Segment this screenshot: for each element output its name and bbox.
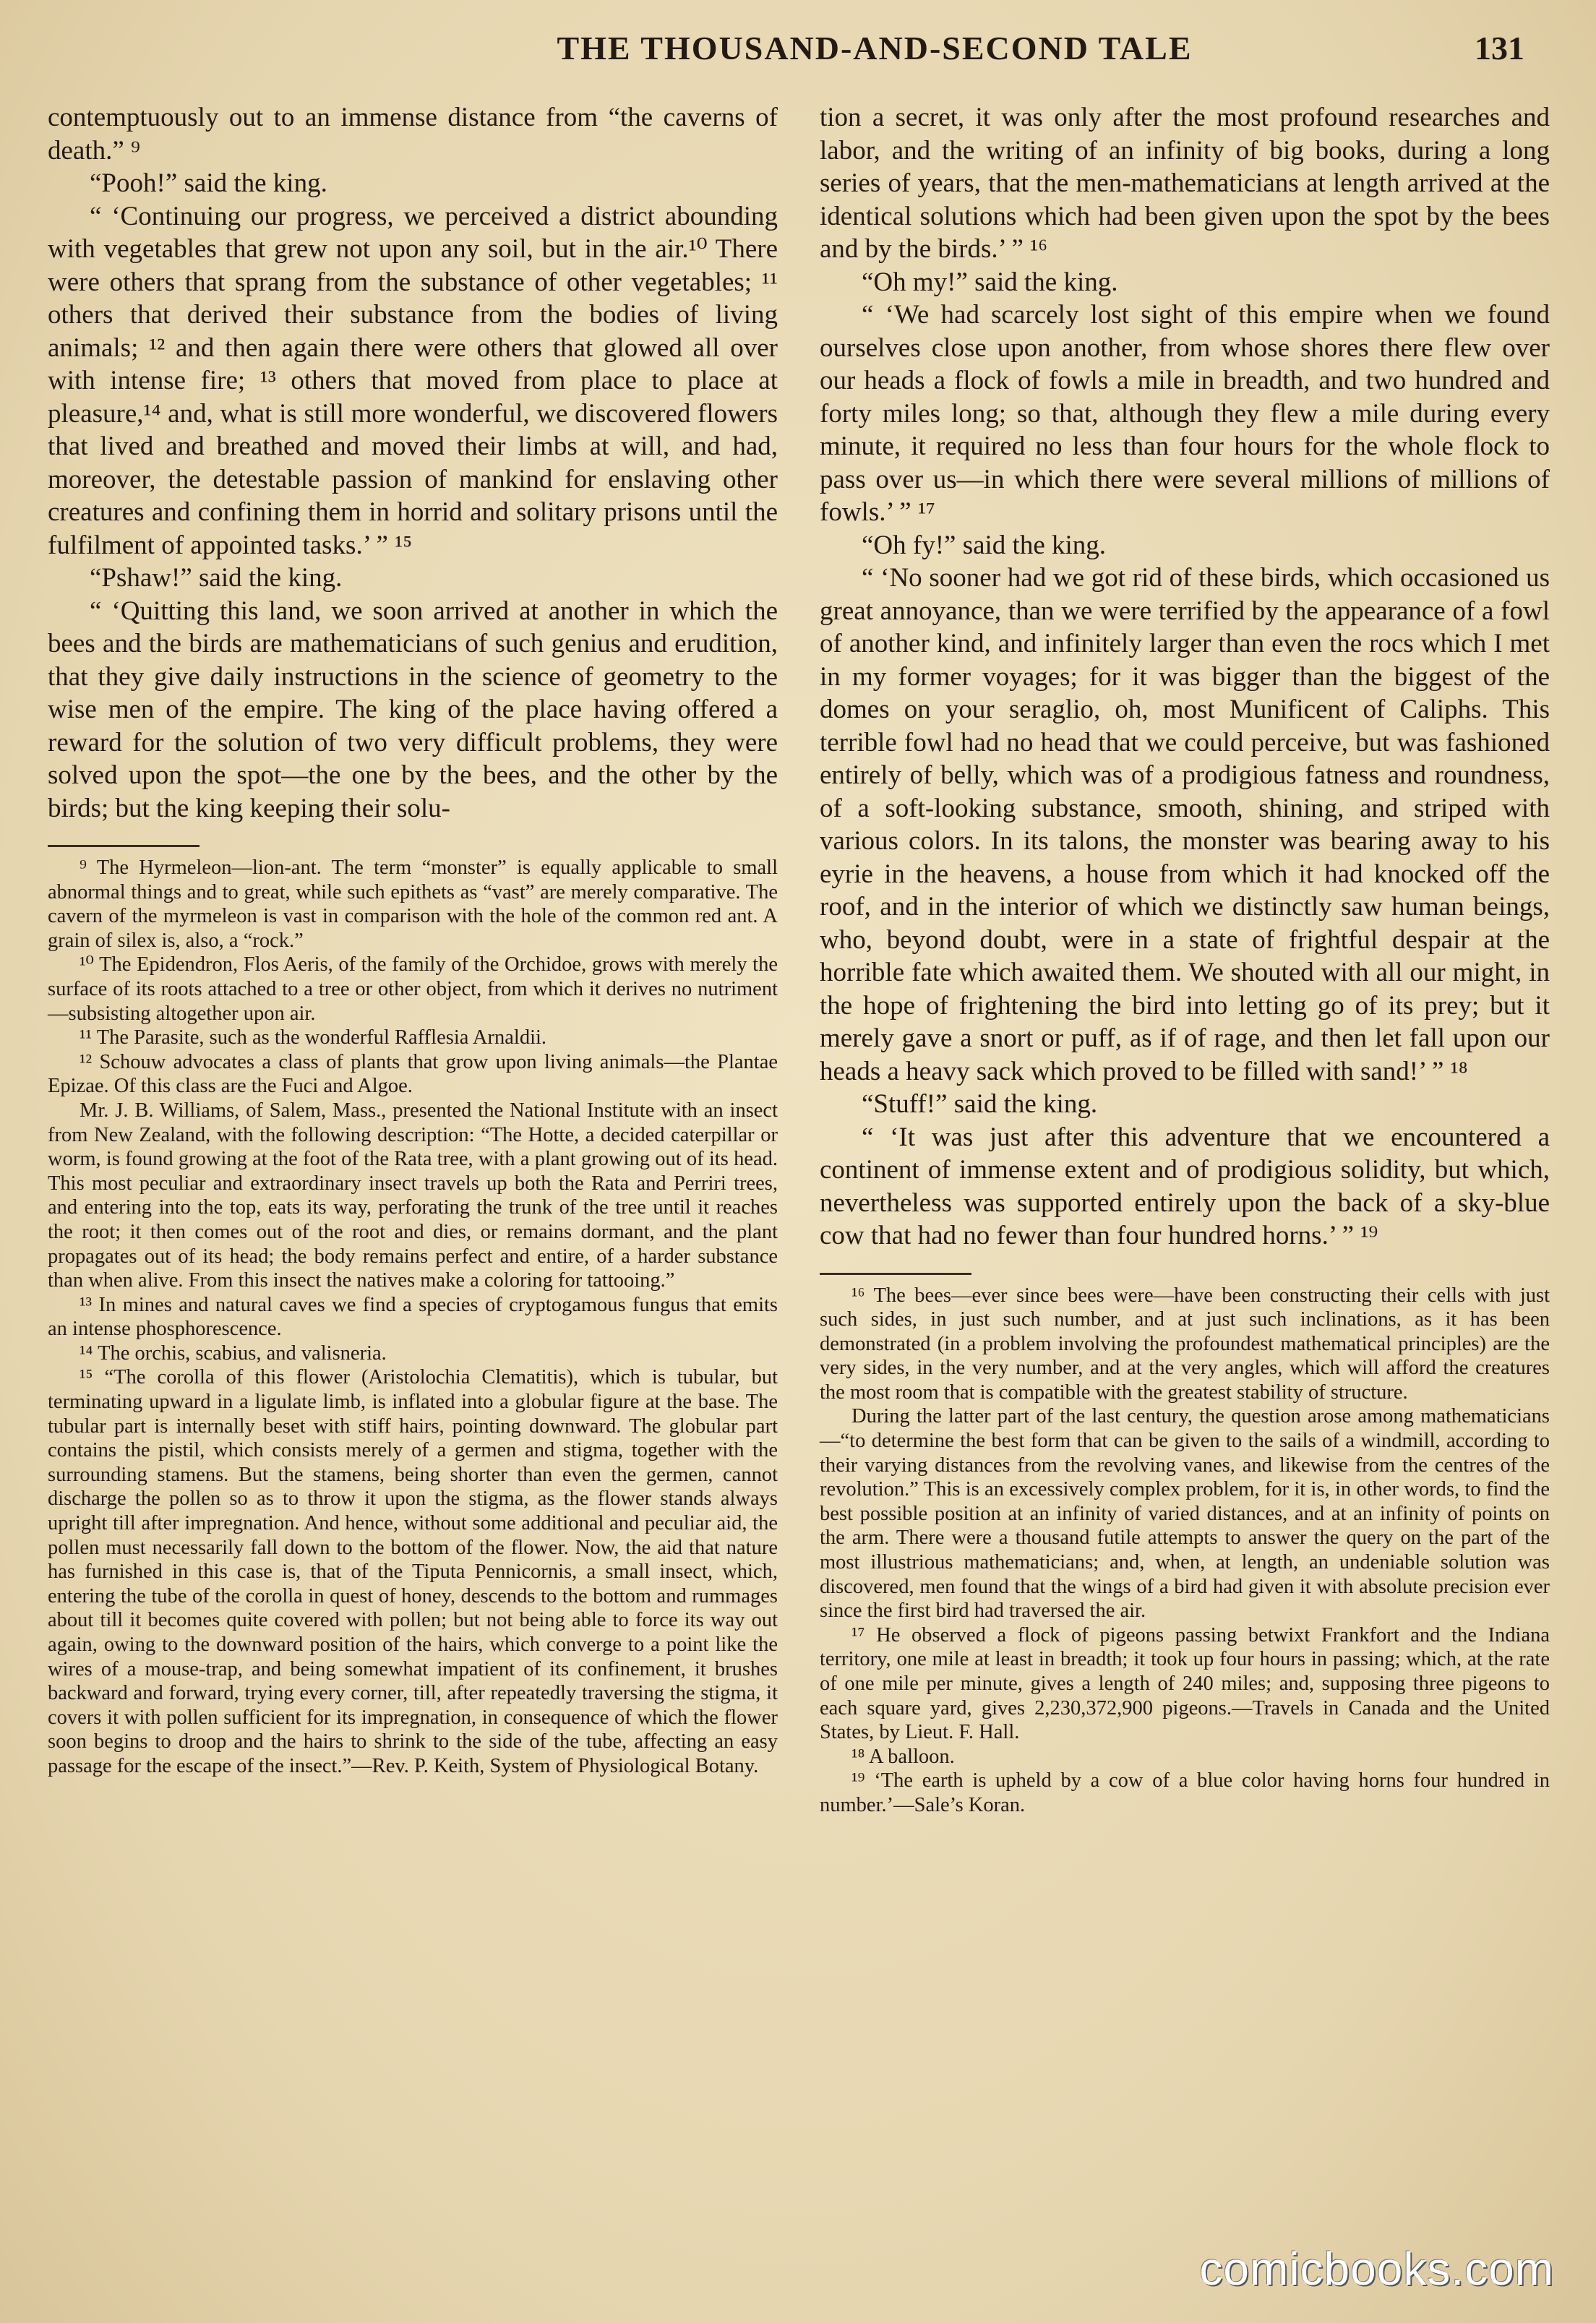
footnote: ¹² Schouw advocates a class of plants that grow upon living animals—the Plantae Epizae. Of this class are the Fuci and Algoe. [48, 1050, 778, 1098]
footnote: ¹⁴ The orchis, scabius, and valisneria. [80, 1341, 387, 1365]
footnote: Mr. J. B. Williams, of Salem, Mass., presented the National Institute with an insect from New Zealand, with the following description: “The Hotte, a decided caterpillar or worm, is found growing at the foot of the Rata tree, with a plant growing out of its head. This most peculiar and extraordinary insect travels up both the Rata and Perriri trees, and entering into the top, eats its way, perforating the trunk of the tree until it reaches the root; it then comes out of the root and dies, or remains dormant, and the plant propagates out of its head; the body remains perfect and entire, of a harder substance than when alive. From this insect the natives make a coloring for tattooing.” [48, 1099, 778, 1292]
footnote: ⁹ The Hyrmeleon—lion-ant. The term “monster” is equally applicable to small abnormal things and to great, while such epithets as “vast” are merely comparative. The cavern of the myrmeleon is vast in comparison with the hole of the common red ant. A grain of silex is, also, a “rock.” [48, 856, 778, 952]
site-watermark: comicbooks.com [1199, 2243, 1554, 2295]
right-footnotes [820, 1284, 1550, 1818]
paragraph: “ ‘Continuing our progress, we perceived a district abounding with vegetables that grew not upon any soil, but in the air.¹⁰ There were others that sprang from the substance of other vegetables; ¹¹ others that derived their substance from the bodies of living animals; ¹² and then again there were others that glowed all over with intense fire; ¹³ others that moved from place to place at pleasure,¹⁴ and, what is still more wonderful, we discovered flowers that lived and breathed and moved their limbs at will, and had, moreover, the detestable passion of mankind for enslaving other creatures and confining them in horrid and solitary prisons until the fulfilment of appointed tasks.’ ” ¹⁵ [48, 201, 778, 560]
paragraph: “Oh fy!” said the king. [862, 530, 1107, 560]
footnote: ¹¹ The Parasite, such as the wonderful Rafflesia Arnaldii. [80, 1026, 547, 1049]
paragraph: “ ‘No sooner had we got rid of these birds, which occasioned us great annoyance, than we were terrified by the appearance of a fowl of another kind, and infinitely larger than even the rocs which I met in my former voyages; for it was bigger than the biggest of the domes on your seraglio, oh, most Munificent of Caliphs. This terrible fowl had no head that we could perceive, but was fashioned entirely of belly, which was of a prodigious fatness and roundness, of a soft-looking substance, smooth, shining, and striped with various colors. In its talons, the monster was bearing away to his eyrie in the heavens, a house from which it had knocked off the roof, and in the interior of which we distinctly saw human beings, who, beyond doubt, were in a state of frightful despair at the horrible fate which awaited them. We shouted with all our might, in the hope of frightening the bird into letting go of its prey; but it merely gave a snort or puff, as if of rage, and then let fall upon our heads a heavy sack which proved to be filled with sand!’ ” ¹⁸ [820, 563, 1550, 1086]
paragraph: “Oh my!” said the king. [862, 267, 1118, 297]
footnote-divider [820, 1273, 971, 1275]
running-header: THE THOUSAND-AND-SECOND TALE [557, 30, 1193, 66]
left-footnotes [48, 856, 778, 1779]
left-column [48, 101, 778, 1779]
paragraph: “ ‘Quitting this land, we soon arrived at another in which the bees and the birds are mathematicians of such genius and erudition, that they give daily instructions in the science of geometry to the wise men of the empire. The king of the place having offered a reward for the solution of two very difficult problems, they were solved upon the spot—the one by the bees, and the other by the birds; but the king keeping their solu- [48, 596, 778, 823]
paragraph: contemptuously out to an immense distance from “the caverns of death.” ⁹ [48, 103, 778, 166]
footnote: ¹⁷ He observed a flock of pigeons passing betwixt Frankfort and the Indiana territory, one mile at least in breadth; it took up four hours in passing; which, at the rate of one mile per minute, gives a length of 240 miles; and, supposing three pigeons to each square yard, gives 2,230,372,900 pigeons.—Travels in Canada and the United States, by Lieut. F. Hall. [820, 1623, 1550, 1744]
paragraph: “Pooh!” said the king. [90, 168, 327, 198]
paragraph: “ ‘It was just after this adventure that we encountered a continent of immense extent and of prodigious solidity, but which, nevertheless was supported entirely upon the back of a sky-blue cow that had no fewer than four hundred horns.’ ” ¹⁹ [820, 1122, 1550, 1250]
footnote: During the latter part of the last century, the question arose among mathematicians—“to determine the best form that can be given to the sails of a windmill, according to their varying distances from the revolving vanes, and likewise from the centres of the revolution.” This is an excessively complex problem, for it is, in other words, to find the best possible position at an infinity of varied distances, and at an infinity of points on the arm. There were a thousand futile attempts to answer the query on the part of the most illustrious mathematicians; and, when, at length, an undeniable solution was discovered, men found that the wings of a bird had given it with absolute precision ever since the first bird had traversed the air. [820, 1405, 1550, 1623]
paragraph: tion a secret, it was only after the most profound researches and labor, and the writing of an infinity of big books, during a long series of years, that the men-mathematicians at length arrived at the identical solutions which had been given upon the spot by the bees and by the birds.’ ” ¹⁶ [820, 103, 1550, 264]
left-body-text [48, 101, 778, 825]
footnote-divider [48, 845, 200, 847]
paragraph: “Stuff!” said the king. [862, 1089, 1098, 1119]
footnote: ¹³ In mines and natural caves we find a species of cryptogamous fungus that emits an intense phosphorescence. [48, 1293, 778, 1341]
footnote: ¹⁸ A balloon. [851, 1745, 955, 1768]
right-column [820, 101, 1550, 1818]
footnote: ¹⁶ The bees—ever since bees were—have been constructing their cells with just such sides, in just such number, and at just such inclinations, as it has been demonstrated (in a problem involving the profoundest mathematical principles) are the very sides, in the very number, and at the very angles, which will afford the creatures the most room that is compatible with the greatest stability of structure. [820, 1284, 1550, 1404]
footnote: ¹⁹ ‘The earth is upheld by a cow of a blue color having horns four hundred in number.’—Sale’s Koran. [820, 1769, 1550, 1816]
paragraph: “ ‘We had scarcely lost sight of this empire when we found ourselves close upon another, from whose shores there flew over our heads a flock of fowls a mile in breadth, and two hundred and forty miles long; so that, although they flew a mile during every minute, it required no less than four hours for the whole flock to pass over us—in which there were several millions of millions of fowls.’ ” ¹⁷ [820, 300, 1550, 527]
page-number: 131 [1475, 30, 1524, 66]
paragraph: “Pshaw!” said the king. [90, 563, 343, 593]
footnote: ¹⁰ The Epidendron, Flos Aeris, of the family of the Orchidoe, grows with merely the surface of its roots attached to a tree or other object, from which it derives no nutriment—subsisting altogether upon air. [48, 953, 778, 1025]
right-body-text [820, 101, 1550, 1253]
footnote: ¹⁵ “The corolla of this flower (Aristolochia Clematitis), which is tubular, but terminating upward in a ligulate limb, is inflated into a globular figure at the base. The tubular part is internally beset with stiff hairs, pointing downward. The globular part contains the pistil, which consists merely of a germen and stigma, together with the surrounding stamens. But the stamens, being shorter than even the germen, cannot discharge the pollen so as to throw it upon the stigma, as the flower stands always upright till after impregnation. And hence, without some additional and peculiar aid, the pollen must necessarily fall down to the bottom of the flower. Now, the aid that nature has furnished in this case is, that of the Tiputa Pennicornis, a small insect, which, entering the tube of the corolla in quest of honey, descends to the bottom and rummages about till it becomes quite covered with pollen; but not being able to force its way out again, owing to the downward position of the hairs, which converge to a point like the wires of a mouse-trap, and being somewhat impatient of its confinement, it brushes backward and forward, trying every corner, till, after repeatedly traversing the stigma, it covers it with pollen sufficient for its impregnation, in consequence of which the flower soon begins to droop and the hairs to shrink to the side of the tube, affecting an easy passage for the escape of the insect.”—Rev. P. Keith, System of Physiological Botany. [48, 1366, 778, 1777]
